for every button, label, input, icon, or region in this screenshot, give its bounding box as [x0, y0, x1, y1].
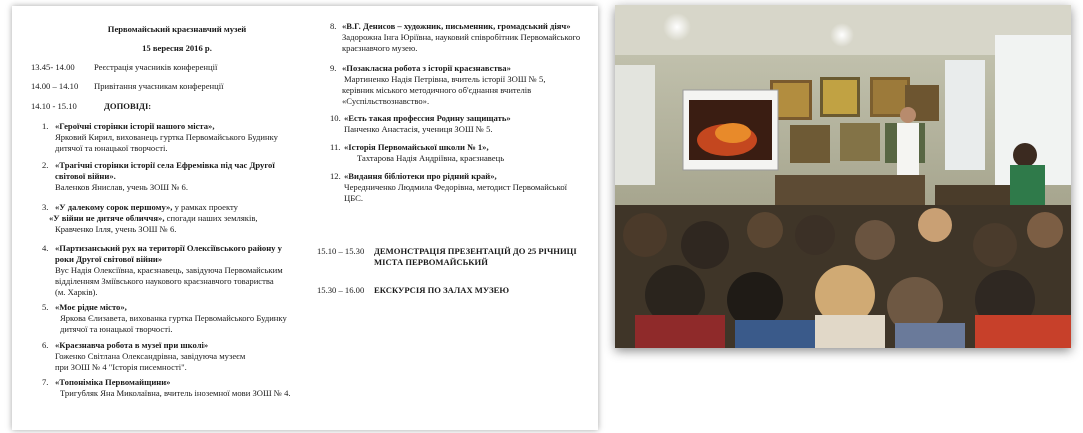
schedule-time-2: 14.00 – 14.10 — [31, 81, 79, 91]
report-title: «Краєзнавча робота в музеї при школі» — [55, 340, 209, 350]
report-title: «У далекому сорок першому», — [55, 202, 173, 212]
report-author: «Суспільствознавство». — [342, 96, 430, 106]
report-number: 12. — [330, 171, 341, 181]
report-author: Тахтарова Надія Андріївна, краєзнавець — [357, 153, 505, 163]
report-number: 2. — [42, 160, 49, 170]
report-number: 9. — [330, 63, 337, 73]
conference-program-document — [12, 6, 598, 430]
closing-text-2: ЕКСКУРСІЯ ПО ЗАЛАХ МУЗЕЮ — [374, 285, 510, 295]
report-author: (м. Харків). — [55, 287, 98, 297]
report-author: ЦБС. — [344, 193, 363, 203]
report-author: дитячої та юнацької творчості. — [55, 143, 168, 153]
report-author: Валенков Янислав, учень ЗОШ № 6. — [55, 182, 188, 192]
report-author: відділенням Зміївського наукового краєзнавчого товариства — [55, 276, 274, 286]
report-author: при ЗОШ № 4 "Історія писемності". — [55, 362, 187, 372]
report-author: Яркова Єлизавета, вихованка гуртка Первомайського Будинку — [60, 313, 287, 323]
museum-title: Первомайський краєзнавчий музей — [107, 24, 247, 34]
report-title: «Топоніміка Первомайщини» — [55, 377, 171, 387]
report-title-suffix: у рамках проекту — [172, 202, 238, 212]
report-author: Мартиненко Надія Петрівна, вчитель історії ЗОШ № 5, — [344, 74, 546, 84]
report-author: Чередниченко Людмила Федорівна, методист Первомайської — [344, 182, 568, 192]
report-title: «Партизанський рух на території Олексіївського району у — [55, 243, 282, 253]
report-title: світової війни». — [55, 171, 116, 181]
report-number: 6. — [42, 340, 49, 350]
closing-time-2: 15.30 – 16.00 — [317, 285, 365, 295]
report-title: «В.Г. Денисов – художник, письменник, громадський діяч» — [342, 21, 571, 31]
report-number: 4. — [42, 243, 49, 253]
closing-time-1: 15.10 – 15.30 — [317, 246, 365, 256]
report-title: «У війни не дитяче обличчя», — [49, 213, 165, 223]
report-author: дитячої та юнацької творчості. — [60, 324, 173, 334]
report-author: Гоженко Світлана Олександрівна, завідуюча музеєм — [55, 351, 246, 361]
report-title-line — [55, 202, 238, 213]
report-number: 3. — [42, 202, 49, 212]
report-title: «Трагічні сторінки історії села Ефремівка під час Другої — [55, 160, 275, 170]
report-title: «Позакласна робота з історії краєзнавства» — [342, 63, 511, 73]
report-author: Панченко Анастасія, учениця ЗОШ № 5. — [344, 124, 493, 134]
report-number: 11. — [330, 142, 341, 152]
report-title-suffix: спогади наших земляків, — [164, 213, 258, 223]
report-author: Ярковий Кирил, вихованець гуртка Первомайського Будинку — [55, 132, 278, 142]
report-author: краєзнавчого музею. — [342, 43, 418, 53]
program-date: 15 вересня 2016 р. — [142, 43, 212, 53]
report-title: «Моє рідне місто», — [55, 302, 127, 312]
schedule-text-1: Реєстрація учасників конференції — [94, 62, 218, 72]
report-number: 5. — [42, 302, 49, 312]
report-title: «Героїчні сторінки історії нашого міста», — [55, 121, 215, 131]
report-number: 1. — [42, 121, 49, 131]
conference-photo-scene — [615, 5, 1071, 348]
report-number: 10. — [330, 113, 341, 123]
report-author: Кравченко Ілля, учень ЗОШ № 6. — [55, 224, 177, 234]
closing-text-1b: МІСТА ПЕРВОМАЙСЬКИЙ — [374, 257, 488, 267]
closing-text-1: ДЕМОНСТРАЦІЯ ПРЕЗЕНТАЦІЙ ДО 25 РІЧНИЦІ — [374, 246, 577, 256]
report-number: 8. — [330, 21, 337, 31]
reports-heading: ДОПОВІДІ: — [104, 101, 152, 111]
schedule-time-3: 14.10 - 15.10 — [31, 101, 77, 111]
report-author: Задорожна Інга Юріївна, науковий співробітник Первомайського — [342, 32, 581, 42]
schedule-time-1: 13.45- 14.00 — [31, 62, 75, 72]
conference-photo — [615, 5, 1071, 348]
report-author: Вус Надія Олексіївна, краєзнавець, завідуюча Первомайським — [55, 265, 283, 275]
report-title-line — [49, 213, 258, 224]
report-title: «Історія Первомайської школи № 1», — [344, 142, 489, 152]
report-title: роки Другої світової війни» — [55, 254, 163, 264]
report-author: керівник міського методичного об'єднання вчителів — [342, 85, 532, 95]
report-title: «Есть такая профессия Родину защищать» — [344, 113, 511, 123]
report-author: Тригубляк Яна Миколаївна, вчитель іноземної мови ЗОШ № 4. — [60, 388, 291, 398]
report-title: «Видання бібліотеки про рідний край», — [344, 171, 497, 181]
report-number: 7. — [42, 377, 49, 387]
schedule-text-2: Привітання учасникам конференції — [94, 81, 224, 91]
